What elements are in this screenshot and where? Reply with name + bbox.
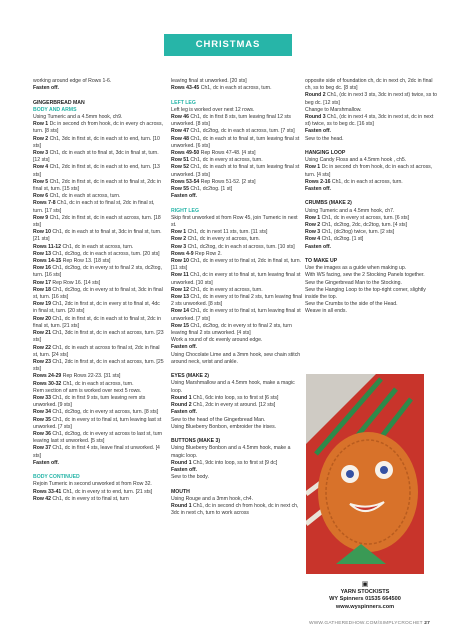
row-instruction: Ch1, dc2tog, dc in every st across, turn. [8 sts] (51, 409, 159, 416)
body-text: Sew to the head. (305, 135, 344, 142)
row-instruction: Rep Rows 51-52. [2 sts] (199, 178, 256, 185)
row-label: Row 5 (33, 178, 49, 185)
row-label: Row 51 (171, 157, 189, 164)
pattern-row (171, 179, 303, 186)
body-text: Weave in all ends. (305, 308, 347, 315)
row-label: Row 23 (33, 358, 51, 365)
row-label: Row 48 (171, 135, 189, 142)
row-label: Row 20 (33, 315, 51, 322)
pattern-row (33, 121, 165, 135)
pattern-row (33, 179, 165, 193)
row-label: Row 13 (33, 250, 51, 257)
row-instruction: Ch1, dc in every st across, turn. (189, 286, 263, 293)
row-label: Row 12 (171, 286, 189, 293)
row-label: Row 35 (33, 416, 51, 423)
body-text: Rejoin Tumeric in second unworked st from Row 32. (33, 481, 152, 488)
row-instruction: Ch1, dc in every st to final st, turn (51, 495, 129, 502)
row-instruction: Ch1, dc2tog, dc in each st across, turn. [10 sts] (186, 243, 295, 250)
row-instruction: Ch1, dc in each st across, turn. (48, 193, 121, 200)
row-instruction: Ch1, dc in every st to final st, turn leaving final st unworked. [10 sts] (171, 272, 301, 286)
row-label: Row 21 (33, 330, 51, 337)
pattern-row (305, 114, 437, 128)
section-heading: BODY AND ARMS (33, 106, 77, 113)
row-label: Row 42 (33, 495, 51, 502)
row-instruction: Ch1, dc in each st to final st, 3dc in final st, turn. [21 sts] (33, 229, 162, 243)
spacer (171, 431, 303, 438)
row-label: Rows 14-15 (33, 258, 62, 265)
spacer (305, 143, 437, 150)
row-label: Row 11 (171, 272, 189, 279)
spacer (33, 92, 165, 99)
row-instruction: Ch1, dc2tog. [1 st] (189, 186, 233, 193)
row-label: Round 3 (305, 114, 326, 121)
row-label: Row 4 (33, 164, 49, 171)
row-label: Row 17 (33, 279, 51, 286)
row-instruction: Ch1, dc2tog, dc in each st across, turn. [7 sts] (189, 128, 295, 135)
row-instruction: Ch1, (dc in next 3 sts, 3dc in next st) twice, ss to beg dc. [12 sts] (305, 92, 437, 106)
row-instruction: Dc in second ch from hook, dc in every ch across, turn. [8 sts] (33, 121, 163, 135)
row-instruction: Ch1, dc in every st to final 2 sts, turn leaving final 2 sts unworked. [8 sts] (171, 294, 303, 308)
fasten-off-text: Fasten off. (305, 186, 331, 193)
body-text: Sew the Crumbs to the side of the Head. (305, 301, 398, 308)
pattern-row (33, 431, 165, 445)
row-instruction: Ch1, 2dc in first st, dc in each st across, turn. [25 sts] (33, 358, 164, 373)
row-label: Round 1 (171, 502, 192, 509)
row-label: Row 16 (33, 265, 51, 272)
section-heading: RIGHT LEG (171, 207, 199, 214)
pattern-row (171, 323, 303, 337)
row-label: Row 55 (171, 186, 189, 193)
row-label: Row 6 (33, 193, 49, 200)
pattern-row (33, 150, 165, 164)
row-instruction: Ch1, 2dc in first st, dc in each st to final st, 2dc in final st, turn. [15 sts] (33, 178, 162, 193)
body-text: Change to Marshmallow. (305, 106, 362, 113)
footer-url[interactable]: WWW.GATHEREDHOW.COM/SIMPLYCROCHET (308, 621, 423, 626)
body-text: Skip first unworked st from Row 45, join Tumeric in next st. (171, 214, 298, 229)
pattern-row (171, 236, 303, 243)
row-label: Row 18 (33, 286, 51, 293)
row-label: Rows 2-16 (305, 178, 331, 185)
pattern-row (33, 381, 165, 388)
pattern-row (33, 330, 165, 344)
row-label: Row 1 (305, 164, 321, 171)
row-label: Row 52 (171, 164, 189, 171)
stockists-phone: WY Spinners 01535 664500 (329, 596, 401, 603)
pattern-row (33, 316, 165, 330)
pattern-row (171, 294, 303, 308)
row-instruction: Ch1, dc2tog, dc in every st to final 2 sts, dc2tog, turn. [16 sts] (33, 265, 162, 279)
section-heading: GINGERBREAD MAN (33, 99, 85, 106)
shopping-basket-icon: ▣ (361, 581, 369, 588)
pattern-row (33, 200, 165, 214)
pattern-row (33, 373, 165, 380)
pattern-row (33, 287, 165, 301)
row-instruction: Ch1, dc in second ch from hook, dc in next ch, 3dc in next ch, turn to work across (171, 502, 299, 517)
row-instruction: Ch1, dc in each st across, turn. (330, 178, 403, 185)
row-instruction: Ch1, dc in each st across, turn. (61, 380, 134, 387)
row-instruction: Ch1, dc in first 9 sts, turn leaving rem sts unworked. [9 sts] (33, 394, 146, 409)
pattern-row (305, 215, 437, 222)
row-instruction: Ch1, dc in each st across, turn. (61, 243, 134, 250)
pattern-row (305, 222, 437, 229)
row-label: Row 1 (33, 121, 49, 128)
pattern-row (171, 244, 303, 251)
row-label: Rows 30-32 (33, 380, 62, 387)
row-instruction: Rep Rows 47-48. [4 sts] (199, 150, 256, 157)
section-heading: EYES (MAKE 2) (171, 373, 209, 380)
fasten-off-text: Fasten off. (171, 409, 197, 416)
pattern-row (171, 460, 303, 467)
pattern-row (171, 229, 303, 236)
row-instruction: Ch1, 2dc in first st, dc in each st across, turn. [18 sts] (33, 214, 161, 229)
body-text: With WS facing, sew the 2 Stocking Panels together. (305, 272, 425, 279)
spacer (171, 366, 303, 373)
pattern-row (171, 503, 303, 517)
row-instruction: Ch1, dc in every st to final st, 2dc in final st, turn. [11 sts] (171, 258, 302, 272)
row-label: Rows 53-54 (171, 178, 200, 185)
row-label: Row 46 (171, 114, 189, 120)
page-number: 27 (424, 621, 430, 626)
section-heading: MOUTH (171, 488, 190, 495)
body-text: Sew to the body. (171, 474, 209, 481)
fasten-off-text: Fasten off. (171, 193, 197, 200)
row-label: Row 14 (171, 308, 189, 315)
section-heading: BODY CONTINUED (33, 474, 80, 481)
body-text: Work a round of dc evenly around edge. (171, 337, 263, 344)
row-instruction: Ch1, dc2tog. [1 st] (320, 236, 364, 243)
body-text: Left leg is worked over next 12 rows. (171, 106, 255, 113)
row-instruction: Ch1, dc in every st to end, turn. [21 sts] (61, 488, 153, 495)
row-instruction: Ch1, 2dc in every st around. [12 sts] (191, 402, 276, 409)
row-instruction: Ch1, 9dc into loop, ss to first st [9 dc] (191, 459, 278, 466)
spacer (171, 200, 303, 207)
pattern-row (171, 258, 303, 272)
row-label: Rows 43-45 (171, 85, 200, 92)
row-instruction: Ch1, dc2tog, 2dc, dc2tog, turn. [4 sts] (320, 222, 408, 229)
fasten-off-text: Fasten off. (33, 459, 59, 466)
row-label: Row 3 (305, 229, 321, 236)
pattern-row (33, 489, 165, 496)
pattern-row (171, 308, 303, 322)
row-label: Row 36 (33, 430, 51, 437)
pattern-row (33, 193, 165, 200)
pattern-row (33, 164, 165, 178)
pattern-row (305, 229, 437, 236)
row-instruction: Rep Row 16. [14 sts] (51, 279, 101, 286)
row-label: Row 47 (171, 128, 189, 135)
row-label: Rows 49-50 (171, 150, 200, 157)
pattern-row (33, 496, 165, 503)
row-label: Round 1 (171, 394, 192, 401)
row-label: Row 4 (305, 236, 321, 243)
spacer (171, 481, 303, 488)
row-instruction: Ch1, dc2tog, dc in every st to final 2 sts, turn leaving final 2 sts unworked. [4 sts] (171, 322, 292, 337)
pattern-row (33, 265, 165, 279)
pattern-row (171, 128, 303, 135)
pattern-row (33, 244, 165, 251)
row-label: Row 15 (171, 322, 189, 329)
row-label: Rows 7-8 (33, 200, 56, 207)
pattern-row (33, 258, 165, 265)
body-text: leaving final st unworked. [20 sts] (171, 78, 247, 84)
pattern-row (33, 345, 165, 359)
section-heading: BUTTONS (MAKE 3) (171, 438, 221, 445)
row-label: Row 19 (33, 301, 51, 308)
row-label: Row 1 (171, 229, 187, 236)
pattern-row (171, 157, 303, 164)
pattern-row (171, 164, 303, 178)
body-text: Use the images as a guide when making up. (305, 265, 407, 272)
row-instruction: Ch1, dc in each st to final st, 3dc in final st, turn. [12 sts] (33, 150, 159, 164)
section-banner (164, 34, 292, 72)
row-instruction: Ch1, dc2tog, dc in every st across to last st, turn leaving last st unworked. [5 sts] (33, 430, 163, 445)
row-instruction: Ch1, dc2tog, dc in every st to final st, 3dc in final st, turn. [16 sts] (33, 286, 163, 301)
body-text: Sew the Gingerbread Man to the Stocking. (305, 279, 402, 286)
row-label: Round 2 (305, 92, 326, 99)
body-text: Sew to the head of the Gingerbread Man. (171, 416, 266, 423)
spacer (171, 92, 303, 99)
stockists-url[interactable]: www.wyspinners.com (335, 603, 395, 610)
row-instruction: Ch1, dc in every st across, turn. [6 sts] (320, 214, 409, 221)
pattern-row (171, 136, 303, 150)
pattern-row (171, 272, 303, 286)
fasten-off-text: Fasten off. (171, 344, 197, 351)
row-label: Row 1 (305, 214, 321, 221)
body-text: Rem section of arm is worked over next 5 rows. (33, 387, 142, 394)
section-title: CHRISTMAS COLLECTION (192, 39, 264, 72)
gingerbread-illustration (306, 374, 424, 574)
row-label: Rows 24-29 (33, 373, 62, 380)
row-instruction: Ch1, dc in first st, dc in each st to final st, 2dc in final st, turn. [21 sts] (33, 315, 162, 329)
body-text: Using Rouge and a 3mm hook, ch4. (171, 495, 254, 502)
pattern-row (171, 186, 303, 193)
pattern-row (33, 445, 165, 459)
row-instruction: Ch1, 2dc in first st, dc in every st to final st, 4dc in final st, turn. [20 sts] (33, 301, 160, 315)
row-label: Round 1 (171, 459, 192, 466)
pattern-row (171, 251, 303, 258)
row-instruction: Ch1, dc in first 4 sts, leave final st unworked. [4 sts] (33, 445, 160, 459)
pattern-row (305, 236, 437, 243)
row-label: Rows 11-12 (33, 243, 62, 250)
row-instruction: Rep Rows 22-23. [31 sts] (61, 373, 121, 380)
row-label: Row 3 (171, 243, 187, 250)
row-label: Row 33 (33, 394, 51, 401)
body-text: Using Tumeric and a 4.5mm hook, ch9. (33, 114, 123, 120)
row-label: Row 34 (33, 409, 51, 416)
row-label: Row 37 (33, 445, 51, 452)
body-text: Using Blueberry Bonbon and a 4.5mm hook, make a magic loop. (171, 445, 291, 459)
pattern-row (171, 85, 303, 92)
column-1 (33, 78, 165, 503)
body-text: Sew the Hanging Loop to the top-right corner, slightly inside the top. (305, 286, 426, 301)
fasten-off-text: Fasten off. (171, 466, 197, 473)
row-label: Round 2 (171, 402, 192, 409)
pattern-row (33, 229, 165, 243)
row-instruction: Ch1, 3dc in first st, dc in each st across, turn. [23 sts] (33, 330, 164, 344)
gingerbread-photo (306, 374, 424, 574)
row-instruction: Ch1, dc in each st across, turn. (199, 85, 272, 92)
row-label: Row 3 (33, 150, 49, 157)
stockists-title: YARN STOCKISTS (340, 588, 390, 595)
pattern-row (171, 287, 303, 294)
row-instruction: Ch1, dc in every st across, turn. (189, 157, 263, 164)
body-text: Using Candy Floss and a 4.5mm hook , ch5. (305, 157, 407, 164)
pattern-row (171, 402, 303, 409)
row-label: Row 10 (33, 229, 51, 236)
fasten-off-text: Fasten off. (305, 128, 331, 135)
pattern-row (171, 114, 303, 128)
row-label: Row 22 (33, 344, 51, 351)
pattern-row (305, 179, 437, 186)
row-instruction: Ch1, dc in first 8 sts, turn leaving final 12 sts unworked. [8 sts] (171, 114, 292, 128)
section-heading: CRUMBS (MAKE 2) (305, 200, 352, 207)
row-instruction: Ch1, (dc in next 4 sts, 3dc in next st, dc in next st) twice, ss to beg dc. [16 sts] (305, 114, 434, 128)
row-instruction: Rep Row 13. [18 sts] (61, 258, 111, 265)
row-instruction: Ch1, dc in each st across to final st, 2dc in final st, turn. [24 sts] (33, 344, 160, 358)
row-instruction: Ch1, 2dc in first st, dc in each st to end, turn. [13 sts] (33, 164, 160, 178)
fasten-off-text: Fasten off. (33, 85, 59, 92)
row-instruction: Ch1, dc2tog, dc in each st across, turn. [20 sts] (51, 250, 160, 257)
body-text: Using Chocolate Lime and a 3mm hook, sew chain stitch around neck, wrist and ankle. (171, 351, 301, 365)
column-3 (305, 78, 437, 316)
pattern-row (171, 395, 303, 402)
row-instruction: Ch1, dc in each st to final st, turn leaving final st unworked. [3 sts] (171, 164, 300, 178)
row-label: Row 2 (33, 135, 49, 142)
row-instruction: Ch1, 3dc in first st, dc in each st to end, turn. [10 sts] (33, 135, 160, 149)
spacer (305, 251, 437, 258)
section-heading: HANGING LOOP (305, 150, 346, 157)
pattern-row (33, 280, 165, 287)
pattern-row (33, 215, 165, 229)
pattern-row (305, 92, 437, 106)
spacer (305, 193, 437, 200)
section-heading: LEFT LEG (171, 99, 196, 106)
row-label: Rows 33-41 (33, 488, 62, 495)
body-text: Using Tumeric and a 4.5mm hook, ch7. (305, 207, 395, 214)
column-2 (171, 78, 303, 517)
row-instruction: Ch1, (dc2tog) twice, turn. [2 sts] (320, 229, 395, 236)
pattern-row (305, 164, 437, 178)
fasten-off-text: Fasten off. (305, 243, 331, 250)
pattern-row (171, 150, 303, 157)
spacer (33, 467, 165, 474)
row-instruction: Ch1, dc in every st to final st, turn leaving last st unworked. [7 sts] (33, 416, 162, 430)
section-heading: TO MAKE UP (305, 258, 338, 265)
pattern-row (33, 395, 165, 409)
row-label: Row 2 (171, 236, 187, 243)
pattern-row (33, 359, 165, 373)
pattern-row (33, 251, 165, 258)
row-instruction: Ch1, 6dc into loop, ss to first st [6 sts] (191, 394, 279, 401)
yarn-stockists (306, 581, 424, 611)
body-text: Using Blueberry Bonbon, embroider the irises. (171, 423, 277, 430)
row-instruction: Ch1, dc in next 11 sts, turn. [11 sts] (186, 229, 268, 236)
body-text: working around edge of Rows 1-6. (33, 78, 112, 84)
row-label: Row 9 (33, 214, 49, 221)
pattern-row (33, 301, 165, 315)
row-instruction: Ch1, dc in each st to final st, 2dc in final st, turn. [17 sts] (33, 200, 155, 214)
row-instruction: Dc in second ch from hook, dc in each st across, turn. [4 sts] (305, 164, 433, 178)
row-instruction: Rep Row 2. (193, 250, 222, 257)
row-label: Row 13 (171, 294, 189, 301)
row-label: Rows 4-9 (171, 250, 194, 257)
row-instruction: Ch1, dc in every st to final st, turn leaving final st unworked. [7 sts] (171, 308, 301, 322)
body-text: Using Marshmallow and a 4.5mm hook, make a magic loop. (171, 380, 295, 394)
row-label: Row 2 (305, 222, 321, 229)
pattern-row (33, 409, 165, 416)
row-instruction: Ch1, dc in every st across, turn. (186, 236, 260, 243)
row-label: Row 10 (171, 258, 189, 265)
body-text: opposite side of foundation ch, dc in next ch, 2dc in final ch, ss to beg dc. [8 sts] (305, 78, 433, 92)
pattern-row (33, 136, 165, 150)
page-footer (290, 621, 430, 626)
row-instruction: Ch1, dc in each st to final st, turn leaving final st unworked. [6 sts] (171, 135, 300, 149)
pattern-row (33, 417, 165, 431)
